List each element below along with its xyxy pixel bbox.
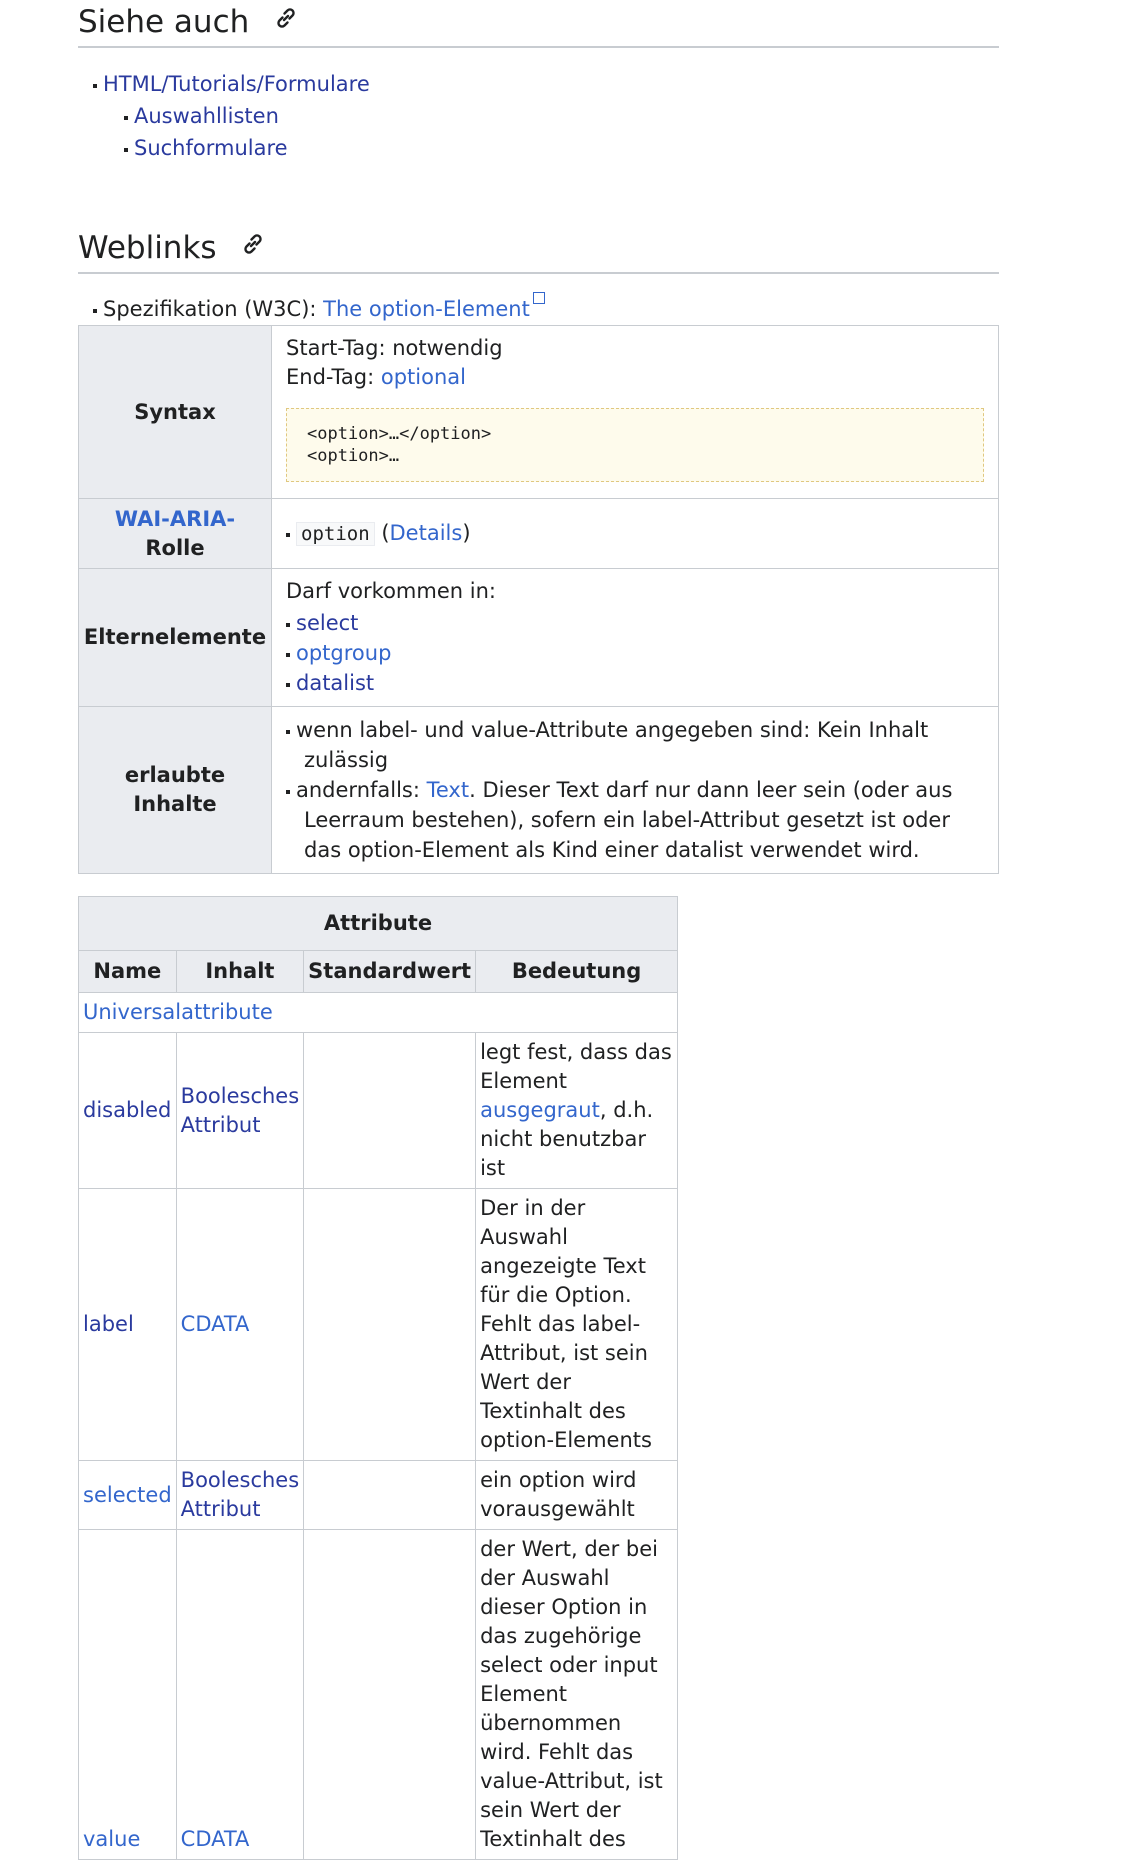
universal-cell [79,993,678,1033]
bullet [286,683,290,687]
bedeutung-text: legt fest, dass das Element [480,1040,672,1093]
eltern-value [272,569,999,707]
syntax-label: Syntax [79,326,272,499]
link-attr-selected[interactable]: selected [83,1482,172,1507]
link-cdata[interactable]: CDATA [180,1312,250,1336]
link-html-tutorials-formulare[interactable]: HTML/Tutorials/Formulare [103,72,370,96]
attr-bedeutung-cell: ein option wird vorausgewählt [476,1461,678,1530]
attr-inhalt-cell [176,1189,304,1461]
bullet [286,790,290,794]
syntax-value [272,326,999,499]
list-item [286,775,984,865]
inhalte-label-line1: erlaubte [124,763,226,787]
list-item [93,132,999,164]
link-chain-icon[interactable] [240,226,266,252]
section-heading-weblinks-text: Weblinks [78,230,217,266]
aria-label-rest: Rolle [145,535,205,560]
external-link-icon [533,292,545,304]
attr-bedeutung-cell: Der in der Auswahl angezeigte Text für die Option. Fehlt das label-Attribut, ist sein Wert der Textinhalt des option-Elements [476,1189,678,1461]
link-attr-label[interactable]: label [83,1312,134,1336]
aria-label [79,499,272,569]
end-tag-line [286,363,984,392]
link-datalist[interactable]: datalist [296,671,375,695]
attr-name-cell [79,1189,177,1461]
bullet [286,623,290,627]
link-cdata[interactable]: CDATA [180,1827,250,1851]
eltern-list [286,608,984,698]
siehe-auch-list [78,68,999,164]
syntax-code-block [286,408,984,482]
start-tag-text: Start-Tag: notwendig [286,336,503,360]
list-item [286,608,984,638]
link-chain-icon[interactable] [273,0,299,26]
weblink-prefix: Spezifikation (W3C): [103,297,324,321]
link-text[interactable]: Text [426,778,470,802]
link-optional[interactable]: optional [380,365,466,389]
attr-standard-cell [304,1033,476,1189]
attr-name-cell [79,1461,177,1530]
bullet [286,653,290,657]
bullet [286,730,290,734]
inhalte-value [272,707,999,874]
attr-standard-cell [304,1530,476,1860]
attr-name-cell [79,1530,177,1860]
bullet [93,309,97,313]
table-row [79,1461,678,1530]
link-suchformulare[interactable]: Suchformulare [134,136,288,160]
table-row [79,1189,678,1461]
bullet [124,148,128,152]
link-optgroup[interactable]: optgroup [296,641,392,665]
link-ausgegraut[interactable]: ausgegraut [480,1098,600,1122]
bedeutung-text-post: , d.h. nicht benutzbar ist [480,1098,654,1180]
bullet [286,533,290,537]
infobox-row-aria [79,499,999,569]
code-line-1: <option>…</option> [307,424,492,444]
attribute-header-row [79,951,678,993]
link-option-element-spec[interactable]: The option-Element [323,297,530,321]
table-row [79,1033,678,1189]
attr-bedeutung-cell: der Wert, der bei der Auswahl dieser Option in das zugehörige select oder input Element übernommen wird. Fehlt das value-Attribut, ist sein Wert der Textinhalt des [476,1530,678,1860]
page-content [78,0,999,1860]
eltern-intro: Darf vorkommen in: [286,579,496,603]
link-boolesches-attribut[interactable]: Boolesches Attribut [180,1468,300,1521]
link-boolesches-attribut[interactable]: Boolesches Attribut [180,1083,300,1137]
infobox-row-syntax [79,326,999,499]
attr-standard-cell [304,1189,476,1461]
attr-inhalt-cell [176,1033,304,1189]
list-item [286,715,984,775]
bullet [124,116,128,120]
list-item [93,68,999,100]
link-attr-value[interactable]: value [83,1827,141,1851]
link-auswahllisten[interactable]: Auswahllisten [134,104,279,128]
link-wai-aria[interactable]: WAI-ARIA- [114,506,236,531]
list-item [93,100,999,132]
inhalte-list [286,715,984,865]
inhalte-item-2-prefix: andernfalls: [296,778,427,802]
list-item [286,638,984,668]
column-header-bedeutung: Bedeutung [476,951,678,993]
attribute-caption-row [79,897,678,951]
link-details[interactable]: Details [389,520,463,545]
attr-name-cell [79,1033,177,1189]
aria-role-code: option [296,522,375,546]
link-attr-disabled[interactable]: disabled [83,1098,172,1122]
column-header-name: Name [79,951,177,993]
section-heading-siehe-auch-text: Siehe auch [78,4,250,40]
attr-standard-cell [304,1461,476,1530]
eltern-label: Elternelemente [79,569,272,707]
attribute-caption: Attribute [79,897,678,951]
list-item [93,292,999,325]
code-line-2: <option>… [307,446,400,466]
table-row [79,993,678,1033]
link-universalattribute[interactable]: Universalattribute [83,1000,273,1024]
attr-inhalt-cell [176,1530,304,1860]
inhalte-label-line2: Inhalte [133,792,217,816]
column-header-standardwert: Standardwert [304,951,476,993]
section-heading-weblinks [78,226,999,274]
weblinks-list [78,292,999,325]
column-header-inhalt: Inhalt [176,951,304,993]
section-heading-siehe-auch [78,0,999,48]
link-select[interactable]: select [296,611,359,635]
infobox-row-eltern [79,569,999,707]
end-tag-prefix: End-Tag: [286,365,381,389]
attr-bedeutung-cell [476,1033,678,1189]
aria-value: option (Details) [272,499,999,569]
infobox-row-inhalte [79,707,999,874]
inhalte-item-1: wenn label- und value-Attribute angegeben sind: Kein Inhalt zulässig [296,718,929,772]
attr-inhalt-cell [176,1461,304,1530]
bullet [93,84,97,88]
attribute-table [78,896,678,1860]
inhalte-label [79,707,272,874]
table-row [79,1530,678,1860]
list-item [286,668,984,698]
element-infobox [78,325,999,874]
inhalte-item-2-rest: . Dieser Text darf nur dann leer sein (oder aus Leerraum bestehen), sofern ein label-Attribut gesetzt ist oder das option-Element als Kind einer datalist verwendet wird. [304,778,953,862]
